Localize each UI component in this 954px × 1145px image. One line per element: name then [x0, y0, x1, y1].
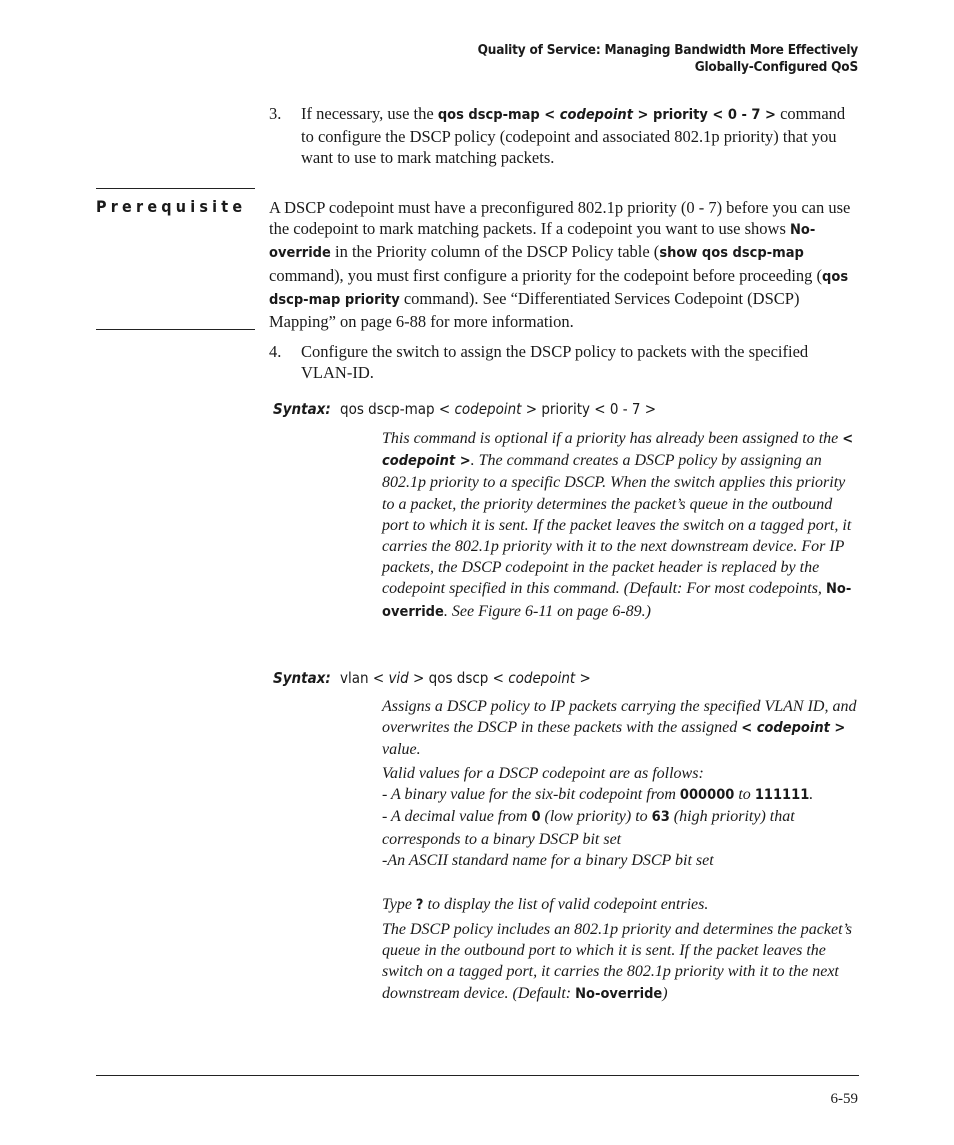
- syntax-1-label: Syntax:: [273, 400, 331, 418]
- header-section-title: Globally-Configured QoS: [694, 59, 858, 75]
- command-qos-dscp-map: qos dscp-map <: [437, 107, 560, 123]
- running-header: [478, 42, 858, 76]
- prerequisite-top-rule: [96, 188, 255, 189]
- syntax-2-valid-values: Valid values for a DSCP codepoint are as follows: - A binary value for the six-bit codepoint from 000000 to 111111. - A decimal value from 0 (low priority) to 63 (high priority) that corresponds to a binary DSCP bit set -An ASCII standard name for a binary DSCP bit set: [382, 765, 814, 869]
- step-4-number: 4.: [269, 342, 282, 361]
- syntax-2-label: Syntax:: [273, 669, 331, 687]
- footer-rule: [96, 1075, 859, 1076]
- page-number: 6-59: [830, 1091, 858, 1107]
- step-3-text: If necessary, use the qos dscp-map < codepoint > priority < 0 - 7 > command to configure the DSCP policy (codepoint and associated 802.1p priority) that you want to use to mark matching packets.: [301, 104, 846, 168]
- syntax-1-description: This command is optional if a priority has already been assigned to the < codepoint >. The command creates a DSCP policy by assigning an 802.1p priority to a specific DSCP. When the switch applies this priority to a packet, the priority determines the packet’s queue in the outbound port to which it is sent. If the packet leaves the switch on a tagged port, it carries the 802.1p priority with it to the next downstream device. For IP packets, the DSCP codepoint in the packet header is replaced by the codepoint specified in this command. (Default: For most codepoints, No-override. See Figure 6-11 on page 6-89.): [382, 430, 854, 620]
- syntax-2-description: Assigns a DSCP policy to IP packets carrying the specified VLAN ID, and overwrites the DSCP in these packets with the assigned < codepoint > value.: [382, 698, 857, 759]
- syntax-2-policy-note: The DSCP policy includes an 802.1p priority and determines the packet’s queue in the outbound port to which it is sent. If the packet leaves the switch on a tagged port, it carries the 802.1p priority with it to the next downstream device. (Default: No-override): [382, 921, 853, 1002]
- syntax-1-command: qos dscp-map < codepoint > priority < 0 - 7 >: [340, 400, 657, 418]
- header-chapter-title: Quality of Service: Managing Bandwidth More Effectively: [477, 42, 858, 58]
- step-3-number: 3.: [269, 104, 282, 123]
- prerequisite-text: A DSCP codepoint must have a preconfigured 802.1p priority (0 - 7) before you can use the codepoint to mark matching packets. If a codepoint you want to use shows No-override in the Priority column of the DSCP Policy table (show qos dscp-map command), you must first configure a priority for the codepoint before proceeding (qos dscp-map priority command). See “Differentiated Services Codepoint (DSCP) Mapping” on page 6-88 for more information.: [269, 198, 851, 332]
- syntax-2-help-hint: Type ? to display the list of valid codepoint entries.: [382, 896, 709, 913]
- prerequisite-title: Prerequisite: [96, 197, 247, 216]
- prerequisite-bottom-rule: [96, 329, 255, 330]
- step-4-text: Configure the switch to assign the DSCP policy to packets with the specified VLAN-ID.: [301, 342, 809, 383]
- syntax-2-command: vlan < vid > qos dscp < codepoint >: [340, 669, 591, 687]
